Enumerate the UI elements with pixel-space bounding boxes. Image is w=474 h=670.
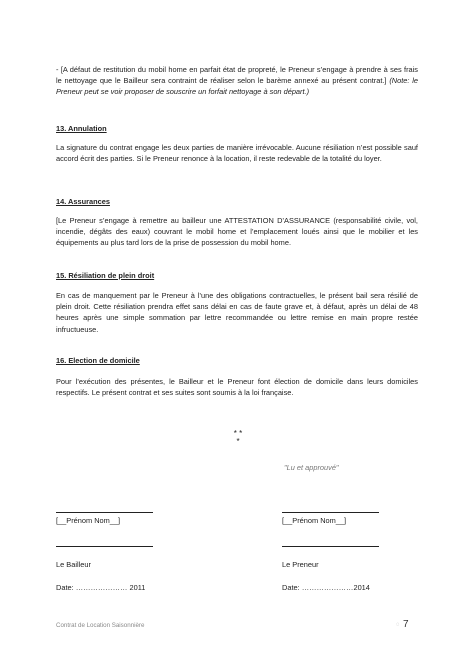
left-signature-line — [56, 512, 153, 513]
left-date: Date: ………………… 2011 — [56, 583, 146, 592]
page-marker-icon: ◌ — [396, 622, 400, 628]
page-number: 7 — [403, 619, 409, 630]
left-signature-line-2 — [56, 546, 153, 547]
left-signatory-name: [__Prénom Nom__] — [56, 516, 121, 525]
right-role-label: Le Preneur — [282, 560, 319, 569]
right-date: Date: …………………2014 — [282, 583, 370, 592]
approval-text: "Lu et approuvé" — [284, 463, 339, 472]
section-14-heading: 14. Assurances — [56, 197, 110, 206]
separator-stars-bottom: * — [236, 437, 240, 446]
separator-stars — [228, 430, 248, 446]
section-15-paragraph: En cas de manquement par le Preneur à l’une des obligations contractuelles, le présent bail sera résilié de plein droit. Cette résiliation prendra effet sans délai en cas de faute grave et, à défaut, après un délai de 48 heures après une simple sommation par lettre recommandée ou lettre remise en main propre restée infructueuse. — [56, 291, 418, 334]
restitution-note: (Note: le Preneur peut se voir proposer de souscrire un forfait nettoyage à son départ.) — [56, 76, 418, 97]
page-footer: Contrat de Location Saisonnière — [56, 622, 145, 629]
right-signature-line — [282, 512, 379, 513]
right-signatory-name: [__Prénom Nom__] — [282, 516, 347, 525]
section-14-paragraph: [Le Preneur s’engage à remettre au bailleur une ATTESTATION D’ASSURANCE (responsabilité civile, vol, incendie, dégâts des eaux) couvrant le mobil home et l’emplacement loués ainsi que le mobilier et les équipements au plus tard lors de la prise de possession du mobil home. — [56, 216, 418, 248]
section-16-paragraph: Pour l’exécution des présentes, le Bailleur et le Preneur font élection de domicile dans leurs domiciles respectifs. Le présent contrat et ses suites sont soumis à la loi française. — [56, 377, 418, 398]
restitution-paragraph — [56, 64, 418, 98]
section-13-paragraph: La signature du contrat engage les deux parties de manière irrévocable. Aucune résiliation n’est possible sauf accord écrit des parties. Si le Preneur renonce à la location, il reste redevable de la totalité du loyer. — [56, 143, 418, 164]
section-13-heading: 13. Annulation — [56, 124, 107, 133]
restitution-text: - [A défaut de restitution du mobil home en parfait état de propreté, le Preneur s’engage à prendre à ses frais le nettoyage que le Bailleur sera contraint de réaliser selon le barème annexé au présent contrat.] — [56, 65, 418, 86]
separator-stars-top: * * — [233, 429, 243, 438]
section-16-heading: 16. Election de domicile — [56, 356, 140, 365]
left-role-label: Le Bailleur — [56, 560, 91, 569]
section-15-heading: 15. Résiliation de plein droit — [56, 271, 155, 280]
right-signature-line-2 — [282, 546, 379, 547]
